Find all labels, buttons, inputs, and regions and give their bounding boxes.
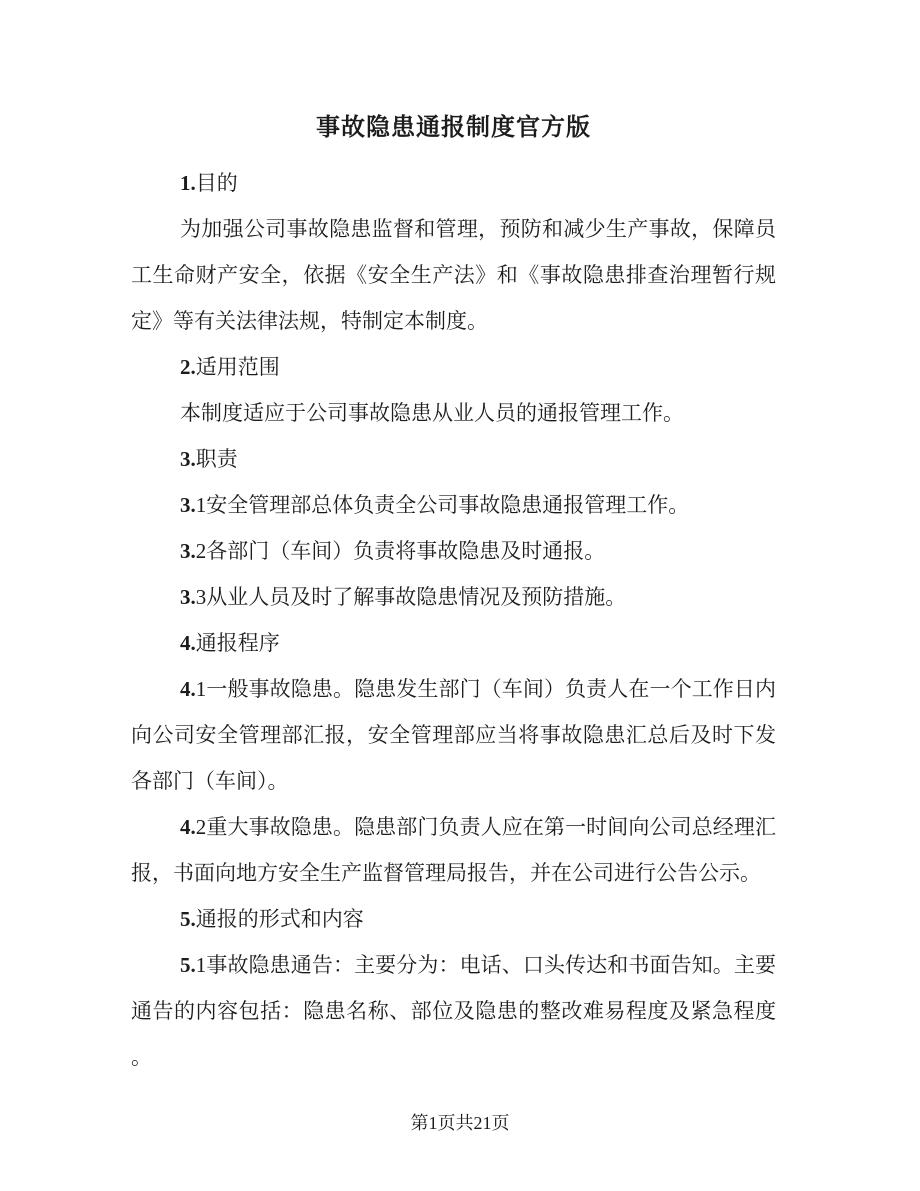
paragraph xyxy=(131,574,776,620)
paragraph xyxy=(131,482,776,528)
document-paragraphs xyxy=(131,160,776,1080)
list-number: 4. xyxy=(180,815,196,839)
list-number: 4. xyxy=(180,631,196,655)
paragraph xyxy=(131,942,776,1080)
list-number: 5. xyxy=(180,907,196,931)
paragraph xyxy=(131,666,776,804)
line-text: 。 xyxy=(131,1045,152,1069)
text-line xyxy=(131,896,776,942)
paragraph xyxy=(131,160,776,206)
text-line xyxy=(131,528,776,574)
text-line xyxy=(131,574,776,620)
page-number-text: 第1页共21页 xyxy=(410,1113,510,1133)
list-number: 5. xyxy=(180,953,196,977)
text-line xyxy=(131,390,776,436)
text-line xyxy=(131,344,776,390)
list-number: 3. xyxy=(180,493,196,517)
line-text: 职责 xyxy=(195,447,238,471)
paragraph xyxy=(131,436,776,482)
text-line xyxy=(131,942,776,988)
page-footer xyxy=(0,1108,920,1138)
text-line xyxy=(131,712,776,758)
list-number: 1. xyxy=(180,171,196,195)
document-title: 事故隐患通报制度官方版 xyxy=(316,115,591,141)
text-line xyxy=(131,804,776,850)
paragraph xyxy=(131,344,776,390)
line-text: 3从业人员及时了解事故隐患情况及预防措施。 xyxy=(195,585,627,609)
text-line xyxy=(131,482,776,528)
text-line xyxy=(131,436,776,482)
text-line xyxy=(131,850,776,896)
paragraph xyxy=(131,620,776,666)
paragraph xyxy=(131,528,776,574)
text-line xyxy=(131,758,776,804)
line-text: 通报程序 xyxy=(195,631,280,655)
line-text: 报，书面向地方安全生产监督管理局报告，并在公司进行公告公示。 xyxy=(131,861,761,885)
line-text: 各部门（车间）。 xyxy=(131,769,289,793)
line-text: 本制度适应于公司事故隐患从业人员的通报管理工作。 xyxy=(180,401,684,425)
text-line xyxy=(131,160,776,206)
list-number: 3. xyxy=(180,539,196,563)
line-text: 适用范围 xyxy=(195,355,280,379)
text-line xyxy=(131,298,776,344)
text-line xyxy=(131,620,776,666)
line-text: 为加强公司事故隐患监督和管理，预防和减少生产事故，保障员 xyxy=(180,217,776,241)
line-text: 通报的形式和内容 xyxy=(195,907,364,931)
line-text: 2各部门（车间）负责将事故隐患及时通报。 xyxy=(195,539,606,563)
text-line xyxy=(131,252,776,298)
paragraph xyxy=(131,804,776,896)
text-line xyxy=(131,666,776,712)
line-text: 目的 xyxy=(195,171,238,195)
line-text: 向公司安全管理部汇报，安全管理部应当将事故隐患汇总后及时下发 xyxy=(131,723,776,747)
line-text: 2重大事故隐患。隐患部门负责人应在第一时间向公司总经理汇 xyxy=(195,815,776,839)
paragraph xyxy=(131,390,776,436)
line-text: 1事故隐患通告：主要分为：电话、口头传达和书面告知。主要 xyxy=(195,953,776,977)
line-text: 1一般事故隐患。隐患发生部门（车间）负责人在一个工作日内 xyxy=(195,677,776,701)
text-line xyxy=(131,206,776,252)
line-text: 1安全管理部总体负责全公司事故隐患通报管理工作。 xyxy=(195,493,690,517)
text-line xyxy=(131,988,776,1034)
list-number: 3. xyxy=(180,447,196,471)
list-number: 4. xyxy=(180,677,196,701)
paragraph xyxy=(131,896,776,942)
line-text: 工生命财产安全，依据《安全生产法》和《事故隐患排查治理暂行规 xyxy=(131,263,776,287)
paragraph xyxy=(131,206,776,344)
text-line xyxy=(131,1034,776,1080)
line-text: 定》等有关法律法规，特制定本制度。 xyxy=(131,309,488,333)
document-content xyxy=(131,105,776,1080)
list-number: 2. xyxy=(180,355,196,379)
line-text: 通告的内容包括：隐患名称、部位及隐患的整改难易程度及紧急程度 xyxy=(131,999,776,1023)
list-number: 3. xyxy=(180,585,196,609)
